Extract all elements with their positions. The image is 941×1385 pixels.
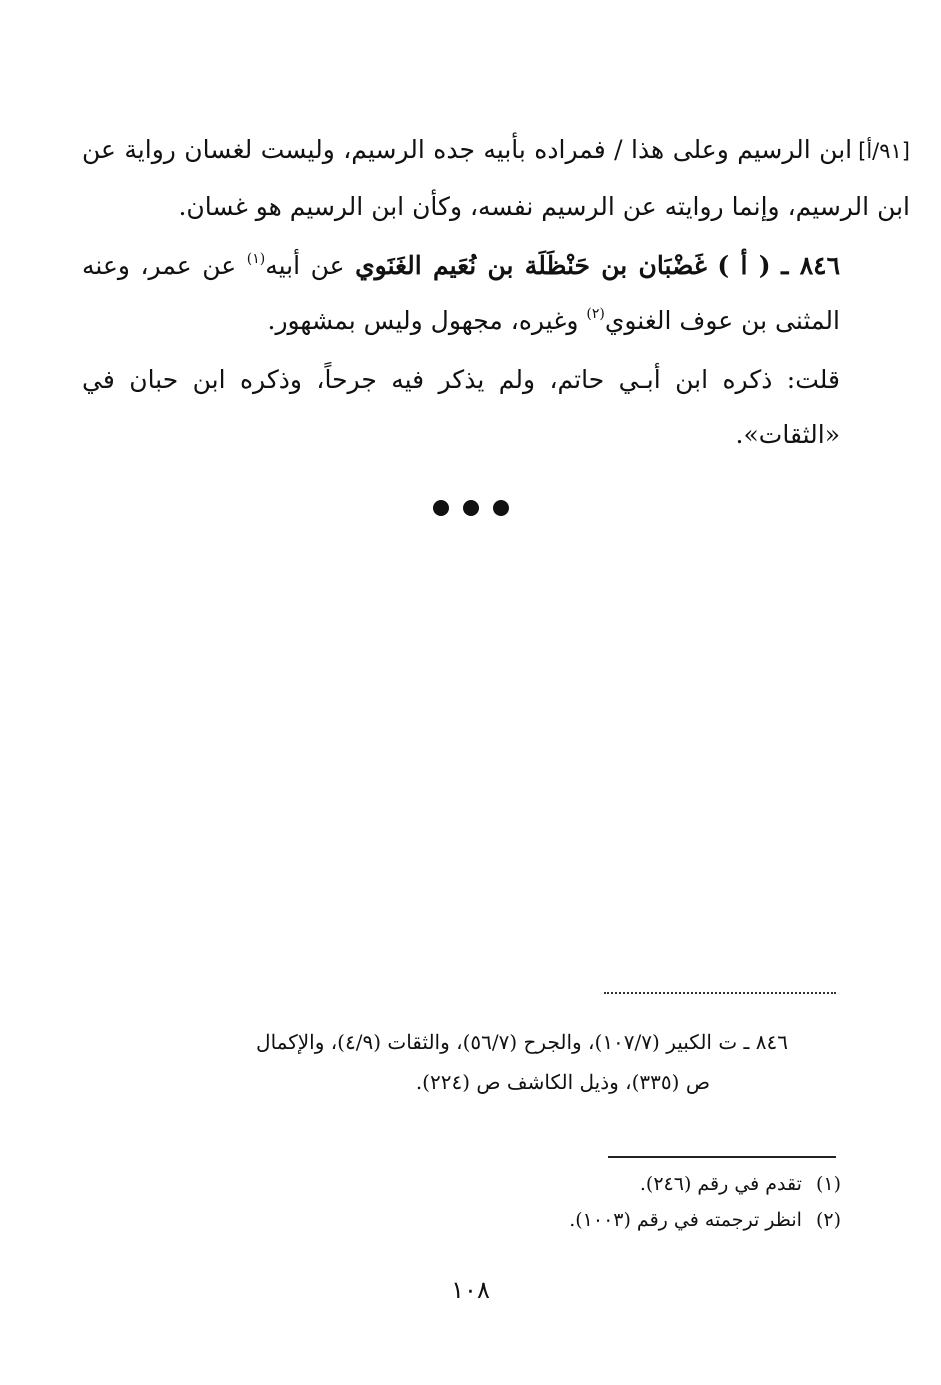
sources-line: ٨٤٦ ـ ت الكبير (١٠٧/٧)، والجرح (٥٦/٧)، والثقات (٤/٩)، والإكمال — [256, 1030, 788, 1054]
entry-text-1: عن أبيه — [265, 251, 345, 280]
paragraph-continuation — [82, 122, 910, 234]
commentary-text: قلت: ذكره ابن أبـي حاتم، ولم يذكر فيه جرحاً، وذكره ابن حبان في «الثقات». — [82, 365, 840, 449]
entry-name: غَضْبَان بن حَنْظَلَة بن نُعَيم الغَنَوي — [355, 251, 707, 280]
footnote-number: (٢) — [815, 1209, 841, 1231]
main-text — [82, 122, 910, 462]
separator-dot — [433, 500, 449, 516]
entry-number: ٨٤٦ ـ — [781, 251, 841, 280]
biography-entry — [82, 238, 910, 348]
sources-block — [86, 1022, 788, 1102]
sources-line: ص (٣٣٥)، وذيل الكاشف ص (٢٢٤). — [415, 1070, 710, 1094]
entry-tag: ( أ ) — [717, 251, 771, 280]
entry-text-3: وغيره، مجهول وليس بمشهور. — [267, 306, 579, 335]
separator-dot — [463, 500, 479, 516]
footnotes — [441, 1166, 841, 1238]
commentary-paragraph — [82, 352, 910, 462]
manuscript-folio-marker: [٩١/أ] — [858, 139, 910, 163]
footnote-text: انظر ترجمته في رقم (١٠٠٣). — [569, 1209, 802, 1231]
footnote-text: تقدم في رقم (٢٤٦). — [639, 1173, 802, 1195]
footnotes-divider — [608, 1156, 836, 1158]
footnote-ref-1: (١) — [246, 251, 266, 267]
sources-divider — [604, 992, 836, 994]
footnote-ref-2: (٢) — [586, 306, 605, 322]
entry-text-2: عن عمر، وعنه المثنى بن عوف الغنوي — [82, 251, 840, 335]
page-number: ١٠٨ — [451, 1276, 490, 1304]
section-separator — [0, 497, 941, 522]
footnote-item — [441, 1202, 841, 1238]
footnote-item — [441, 1166, 841, 1202]
paragraph-text: ابن الرسيم وعلى هذا / فمراده بأبيه جده الرسيم، وليست لغسان رواية عن ابن الرسيم، وإنما روايته عن الرسيم نفسه، وكأن ابن الرسيم هو غسان. — [82, 135, 910, 221]
footnote-number: (١) — [815, 1173, 841, 1195]
separator-dot — [493, 500, 509, 516]
